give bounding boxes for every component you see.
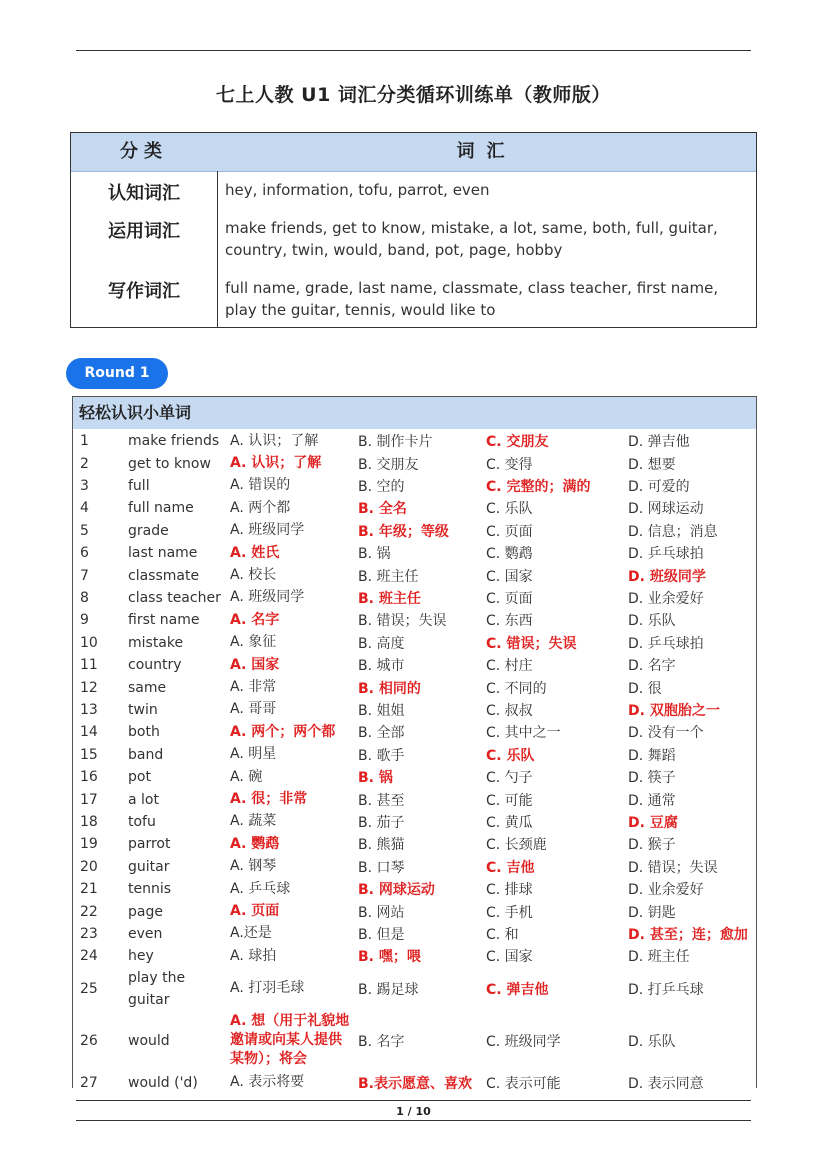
option-d: D. 双胞胎之一 [628,702,720,719]
option-b: B. 甚至 [358,792,405,809]
option-d: D. 打乒乓球 [628,981,704,998]
quiz-header: 轻松认识小单词 [73,397,756,429]
question-number: 26 [80,1032,98,1049]
quiz-row [73,1072,756,1094]
option-c: C. 变得 [486,456,533,473]
category-words: make friends, get to know, mistake, a lot, same, both, full, guitar, country, twin, would, band, pot, page, hobby [225,219,718,259]
option-b: B. 班主任 [358,568,419,585]
footer-rule [76,1100,751,1101]
option-a: A. 两个；两个都 [230,723,336,740]
question-number: 15 [80,746,98,763]
question-number: 14 [80,724,98,741]
option-b: B. 网站 [358,904,405,921]
option-a: A. 钢琴 [230,858,277,875]
page-title: 七上人教 U1 词汇分类循环训练单（教师版） [216,84,611,106]
option-a: A. 名字 [230,611,280,628]
option-b: B. 相同的 [358,680,421,697]
quiz-row [73,766,756,788]
question-word: would [128,1032,170,1049]
quiz-row [73,542,756,564]
question-word: page [128,903,163,920]
question-word: guitar [128,858,170,875]
question-word: classmate [128,567,200,584]
option-d: D. 名字 [628,658,676,675]
quiz-row [73,1010,756,1072]
question-word: parrot [128,836,171,853]
option-c: C. 勺子 [486,770,533,787]
option-c: C. 国家 [486,568,533,585]
question-word: full [128,477,150,494]
question-number: 24 [80,948,98,965]
question-number: 22 [80,903,98,920]
option-d: D. 通常 [628,792,676,809]
option-a: A.还是 [230,925,272,942]
option-a: A. 球拍 [230,947,277,964]
option-c: C. 班级同学 [486,1033,561,1050]
question-word: get to know [128,455,211,472]
option-d: D. 错误；失误 [628,859,718,876]
option-c: C. 东西 [486,613,533,630]
option-c: C. 完整的；满的 [486,478,591,495]
option-c: C. 鹦鹉 [486,546,533,563]
question-word: mistake [128,634,184,651]
option-c: C. 不同的 [486,680,547,697]
option-d: D. 弹吉他 [628,434,690,451]
option-b: B. 茄子 [358,814,405,831]
option-d: D. 班主任 [628,949,690,966]
option-b: B. 网球运动 [358,882,435,899]
option-d: D. 乒乓球拍 [628,546,704,563]
option-d: D. 表示同意 [628,1075,704,1092]
question-number: 5 [80,522,89,539]
category-table [70,132,757,328]
question-word: hey [128,948,154,965]
quiz-row [73,721,756,743]
question-word: grade [128,522,169,539]
question-number: 13 [80,701,98,718]
question-number: 23 [80,925,98,942]
quiz-row [73,632,756,654]
option-c: C. 黄瓜 [486,814,533,831]
option-b: B. 全名 [358,501,407,518]
option-a: A. 错误的 [230,477,291,494]
question-number: 8 [80,589,89,606]
option-a: A. 认识；了解 [230,432,319,449]
option-b: B. 锅 [358,546,391,563]
option-a: A. 页面 [230,903,280,920]
option-c: C. 国家 [486,949,533,966]
question-word: country [128,657,182,674]
quiz-row [73,676,756,698]
question-word: last name [128,545,198,562]
header-rule [76,50,751,51]
option-c: C. 页面 [486,590,533,607]
option-d: D. 班级同学 [628,568,706,585]
option-d: D. 乐队 [628,613,676,630]
option-a: A. 表示将要 [230,1074,305,1091]
footer-rule [76,1120,751,1121]
question-number: 9 [80,612,89,629]
category-table-header [71,133,756,172]
column-divider [217,171,218,327]
question-number: 3 [80,477,89,494]
option-d: D. 业余爱好 [628,882,704,899]
question-number: 27 [80,1074,98,1091]
quiz-row [73,654,756,676]
quiz-row [73,699,756,721]
question-word: first name [128,612,200,629]
quiz-row [73,811,756,833]
option-a: A. 两个都 [230,499,291,516]
quiz-row [73,475,756,497]
option-b: B. 熊猫 [358,837,405,854]
option-d: D. 筷子 [628,770,676,787]
option-d: D. 乒乓球拍 [628,635,704,652]
quiz-row [73,833,756,855]
option-a: A. 班级同学 [230,522,305,539]
option-a: A. 鹦鹉 [230,835,280,852]
option-b: B. 名字 [358,1033,405,1050]
option-c: C. 可能 [486,792,533,809]
quiz-row [73,744,756,766]
option-c: C. 乐队 [486,747,535,764]
question-word: same [128,679,167,696]
quiz-table [72,396,757,1092]
option-b: B. 高度 [358,635,405,652]
question-word: would ('d) [128,1074,198,1091]
category-label: 运用词汇 [108,221,180,242]
question-word: play the guitar [128,969,186,1008]
option-c: C. 长颈鹿 [486,837,547,854]
question-number: 4 [80,500,89,517]
option-c: C. 排球 [486,882,533,899]
question-number: 20 [80,858,98,875]
quiz-row [73,923,756,945]
option-c: C. 吉他 [486,859,535,876]
option-d: D. 甚至；连；愈加 [628,926,748,943]
option-b: B. 歌手 [358,747,405,764]
option-c: C. 页面 [486,523,533,540]
quiz-row [73,564,756,586]
option-b: B. 但是 [358,926,405,943]
question-number: 18 [80,813,98,830]
question-number: 16 [80,769,98,786]
option-a: A. 很；非常 [230,791,308,808]
option-c: C. 手机 [486,904,533,921]
quiz-row [73,609,756,631]
question-word: full name [128,500,194,517]
header-words: 词汇 [456,141,517,162]
option-b: B. 交朋友 [358,456,419,473]
option-d: D. 猴子 [628,837,676,854]
quiz-row [73,968,756,1010]
option-a: A. 象征 [230,634,277,651]
option-a: A. 碗 [230,768,263,785]
question-number: 7 [80,567,89,584]
question-number: 21 [80,881,98,898]
option-b: B. 锅 [358,770,393,787]
option-b: B. 空的 [358,478,405,495]
question-number: 10 [80,634,98,651]
question-word: band [128,746,164,763]
option-a: A. 校长 [230,567,277,584]
option-a: A. 想（用于礼貌地邀请或向某人提供某物）；将会 [230,1013,350,1068]
question-number: 6 [80,545,89,562]
category-label: 写作词汇 [108,281,180,302]
option-c: C. 其中之一 [486,725,561,742]
option-a: A. 乒乓球 [230,880,291,897]
option-d: D. 想要 [628,456,676,473]
question-word: a lot [128,791,159,808]
option-d: D. 业余爱好 [628,590,704,607]
option-b: B. 姐姐 [358,702,405,719]
category-words: full name, grade, last name, classmate, class teacher, first name, play the guitar, tennis, would like to [225,279,719,319]
question-word: pot [128,769,151,786]
option-b: B.表示愿意、喜欢 [358,1075,472,1092]
question-number: 11 [80,657,98,674]
option-c: C. 和 [486,926,519,943]
question-number: 25 [80,980,98,997]
option-a: A. 非常 [230,679,277,696]
round-badge: Round 1 [66,358,168,389]
option-c: C. 表示可能 [486,1075,561,1092]
option-c: C. 弹吉他 [486,981,549,998]
option-c: C. 村庄 [486,658,533,675]
option-a: A. 哥哥 [230,701,277,718]
option-a: A. 蔬菜 [230,813,277,830]
quiz-row [73,587,756,609]
question-word: tennis [128,881,172,898]
question-number: 19 [80,836,98,853]
option-d: D. 乐队 [628,1033,676,1050]
option-d: D. 钥匙 [628,904,676,921]
option-b: B. 年级；等级 [358,523,449,540]
option-d: D. 很 [628,680,662,697]
option-b: B. 全部 [358,725,405,742]
option-a: A. 班级同学 [230,589,305,606]
page-number: 1 / 10 [396,1105,431,1118]
header-category: 分类 [120,141,168,162]
option-a: A. 国家 [230,656,280,673]
option-c: C. 乐队 [486,501,533,518]
option-b: B. 班主任 [358,590,421,607]
option-b: B. 城市 [358,658,405,675]
option-c: C. 叔叔 [486,702,533,719]
option-d: D. 可爱的 [628,478,690,495]
quiz-row [73,430,756,452]
option-d: D. 舞蹈 [628,747,676,764]
quiz-row [73,856,756,878]
question-word: even [128,925,163,942]
option-b: B. 制作卡片 [358,434,433,451]
question-word: tofu [128,813,156,830]
category-words: hey, information, tofu, parrot, even [225,181,490,199]
question-number: 2 [80,455,89,472]
option-a: A. 认识；了解 [230,455,322,472]
option-a: A. 明星 [230,746,277,763]
option-b: B. 口琴 [358,859,405,876]
quiz-row [73,878,756,900]
option-a: A. 姓氏 [230,544,280,561]
option-a: A. 打羽毛球 [230,980,305,997]
quiz-row [73,788,756,810]
question-word: both [128,724,160,741]
quiz-row [73,520,756,542]
question-word: make friends [128,433,220,450]
question-word: twin [128,701,158,718]
option-d: D. 豆腐 [628,814,678,831]
quiz-row [73,900,756,922]
question-number: 12 [80,679,98,696]
option-b: B. 踢足球 [358,981,419,998]
option-c: C. 交朋友 [486,434,549,451]
option-d: D. 没有一个 [628,725,704,742]
question-number: 17 [80,791,98,808]
question-word: class teacher [128,589,221,606]
quiz-row [73,497,756,519]
option-c: C. 错误；失误 [486,635,577,652]
question-number: 1 [80,433,89,450]
category-label: 认知词汇 [108,183,180,204]
option-b: B. 错误；失误 [358,613,447,630]
quiz-row [73,945,756,967]
option-b: B. 嘿；喂 [358,949,421,966]
quiz-row [73,452,756,474]
option-d: D. 网球运动 [628,501,704,518]
option-d: D. 信息；消息 [628,523,718,540]
